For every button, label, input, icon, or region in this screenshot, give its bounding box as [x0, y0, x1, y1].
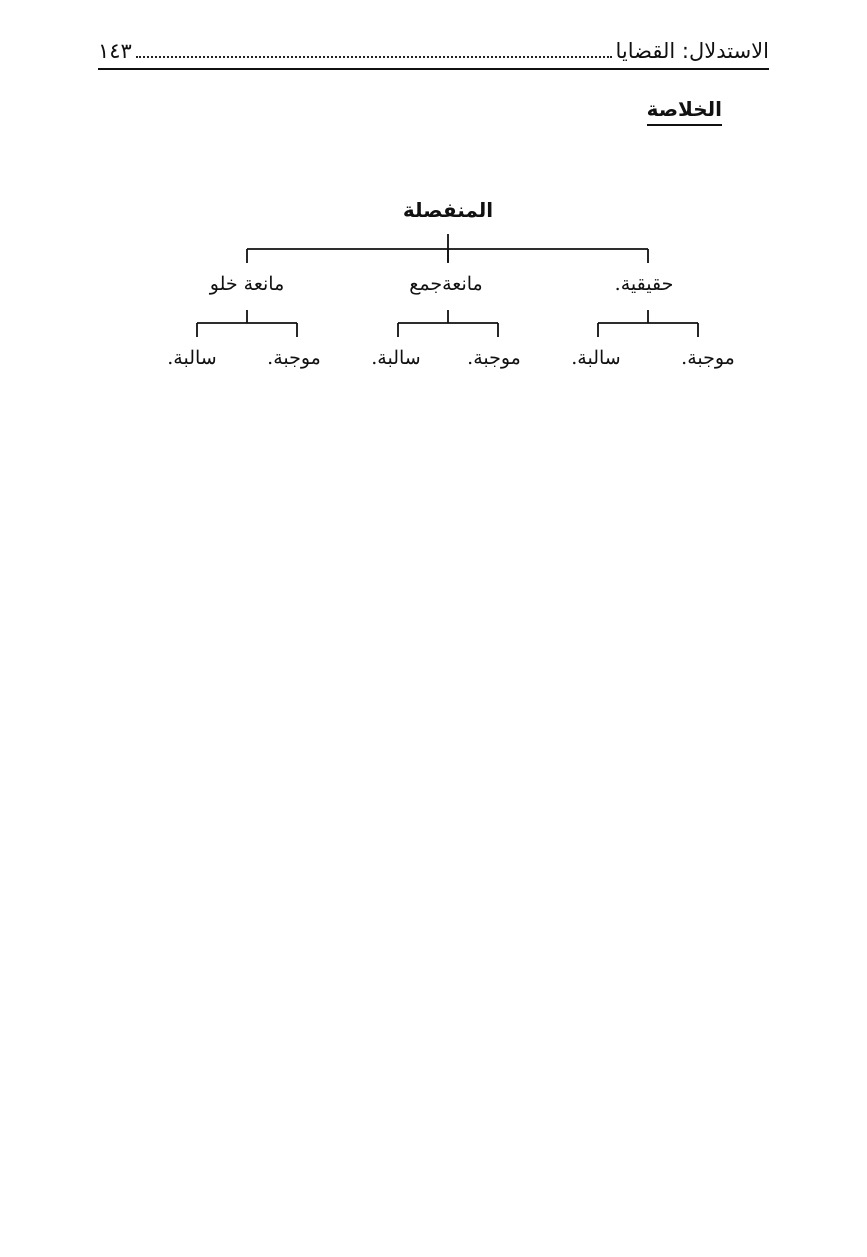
- page-number: ١٤٣: [98, 39, 132, 63]
- leaf-1b: سالبة.: [571, 347, 621, 369]
- leaf-2a: موجبة.: [467, 347, 521, 369]
- tree-root: المنفصلة: [402, 198, 494, 222]
- section-title: الخلاصة: [647, 96, 722, 126]
- branch-label-2: مانعةجمع: [409, 273, 483, 295]
- leaf-3b: سالبة.: [167, 347, 217, 369]
- branch-label-3: مانعة خلو: [209, 273, 285, 295]
- leaf-3a: موجبة.: [267, 347, 321, 369]
- leaf-2b: سالبة.: [371, 347, 421, 369]
- branch-label-1: حقيقية.: [614, 273, 674, 295]
- running-header-title: الاستدلال: القضايا: [615, 39, 769, 63]
- leaf-1a: موجبة.: [681, 347, 735, 369]
